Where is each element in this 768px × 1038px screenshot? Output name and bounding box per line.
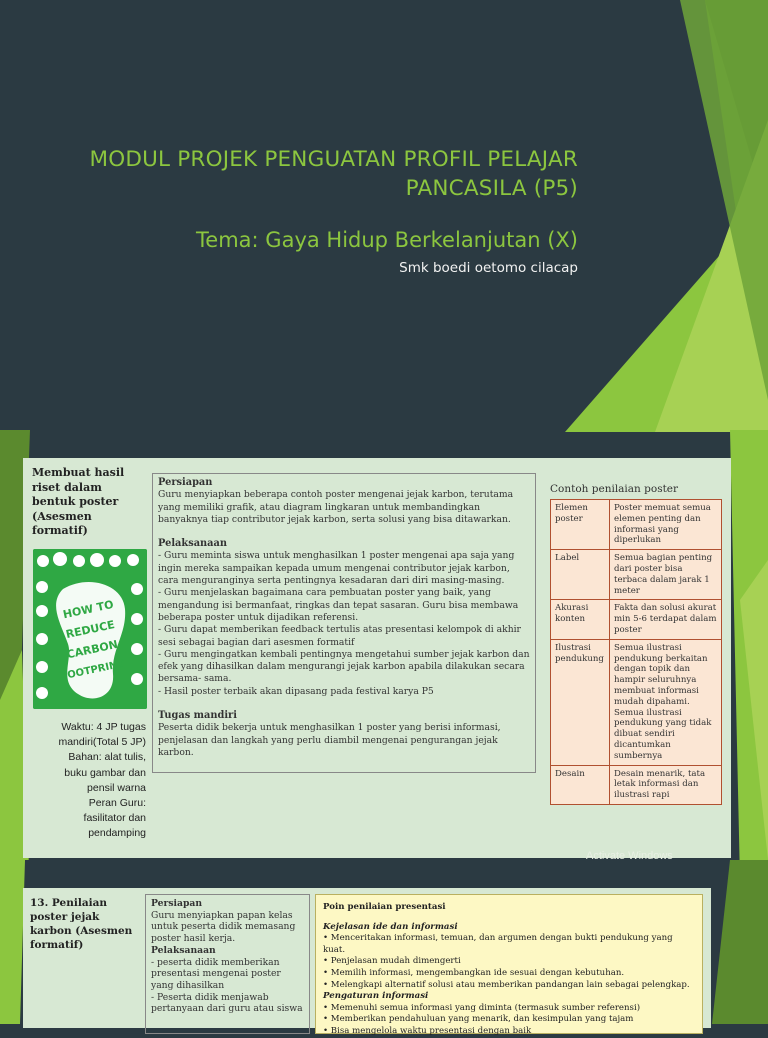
list-item: • Memenuhi semua informasi yang diminta (termasuk sumber referensi) <box>323 1002 641 1013</box>
poster-activity-card <box>23 458 731 862</box>
poster-assessment-card <box>23 888 711 1036</box>
pelaksanaan-heading: Pelaksanaan <box>158 538 227 550</box>
presentation-criteria <box>315 894 703 1034</box>
title-block <box>60 145 578 276</box>
persiapan-text: Guru menyiapkan beberapa contoh poster mengenai jejak karbon, terutama yang memiliki grafik, atau diagram lingkaran untuk membandingkan banyaknya tiap contributor jejak karbon, serta solusi yang bisa ditawarkan. <box>158 489 514 525</box>
activity-steps <box>152 473 536 773</box>
tugas-text: Peserta didik bekerja untuk menghasilkan 1 poster yang berisi informasi, penjelasan dan langkah yang perlu diambil mengenai pengurangan jejak karbon. <box>158 722 501 758</box>
assessment-title: Contoh penilaian poster <box>550 483 679 495</box>
criteria-subheading: Pengaturan informasi <box>323 991 429 1002</box>
criteria-heading: Poin penilaian presentasi <box>323 902 446 912</box>
slide-title: MODUL PROJEK PENGUATAN PROFIL PELAJAR PANCASILA (P5) <box>89 147 578 201</box>
table-row: Desain Desain menarik, tata letak informasi dan ilustrasi rapi <box>551 765 722 804</box>
pelaksanaan-item: - Guru dapat memberikan feedback tertulis atas presentasi kelompok di akhir sesi sebagai bagian dari asesmen formatif <box>158 624 521 648</box>
pelaksanaan-item: - Guru mengingatkan kembali pentingnya mengetahui sumber jejak karbon dan efek yang dihasilkan dalam mengurangi jejak karbon apabila dilakukan secara bersama- sama. <box>158 648 530 685</box>
svg-text:REDUCE: REDUCE <box>64 618 116 642</box>
pelaksanaan-item: - peserta didik memberikan presentasi mengenai poster yang dihasilkan <box>151 956 281 991</box>
list-item: • Melengkapi alternatif solusi atau memberikan pandangan lain sebagai pelengkap. <box>323 979 690 990</box>
table-row: Ilustrasi pendukung Semua ilustrasi pendukung berkaitan dengan topik dan hampir seluruhnya membuat informasi mudah dipahami. Semua ilustrasi pendukung yang tidak dibuat sendiri dicantumkan sumbernya <box>551 639 722 765</box>
pelaksanaan-item: - Guru menjelaskan bagaimana cara pembuatan poster yang baik, yang mengandung isi bermanfaat, ringkas dan tepat sasaran. Guru bisa membawa beberapa poster untuk dijadikan referensi. <box>158 587 519 623</box>
list-item: • Menceritakan informasi, temuan, dan argumen dengan bukti pendukung yang kuat. <box>323 933 673 955</box>
svg-text:FOOTPRINT: FOOTPRINT <box>59 658 126 683</box>
assessment-steps <box>145 894 310 1034</box>
tugas-heading: Tugas mandiri <box>158 710 237 722</box>
windows-watermark: Activate Windows <box>586 850 673 862</box>
list-item: • Memberikan pendahuluan yang menarik, dan kesimpulan yang tajam <box>323 1014 634 1025</box>
pelaksanaan-heading: Pelaksanaan <box>151 944 216 956</box>
table-row: Akurasi konten Fakta dan solusi akurat min 5-6 terdapat dalam poster <box>551 600 722 639</box>
assessment-table <box>550 499 722 805</box>
list-item: • Bisa mengelola waktu presentasi dengan baik <box>323 1025 532 1036</box>
list-item: • Penjelasan mudah dimengerti <box>323 956 461 967</box>
table-row: Label Semua bagian penting dari poster bisa terbaca dalam jarak 1 meter <box>551 550 722 600</box>
assessment-heading: 13. Penilaian poster jejak karbon (Asesmen formatif) <box>30 897 133 951</box>
activity-heading: Membuat hasil riset dalam bentuk poster (Asesmen formatif) <box>32 466 125 537</box>
slide-subtitle: Tema: Gaya Hidup Berkelanjutan (X) <box>196 228 578 252</box>
school-name: Smk boedi oetomo cilacap <box>399 260 578 276</box>
persiapan-heading: Persiapan <box>158 477 213 488</box>
persiapan-text: Guru menyiapkan papan kelas untuk peserta didik memasang poster hasil kerja. <box>151 909 296 945</box>
carbon-poster-image <box>33 549 147 709</box>
svg-text:HOW TO: HOW TO <box>61 597 115 622</box>
pelaksanaan-item: - Guru meminta siswa untuk menghasilkan 1 poster mengenai apa saja yang ingin mereka sampaikan kepada umum mengenai contributor jejak karbon, cara menguranginya serta pentingnya kesadaran dari diri masing-masing. <box>158 550 515 587</box>
pelaksanaan-item: - Hasil poster terbaik akan dipasang pada festival karya P5 <box>158 685 434 697</box>
persiapan-heading: Persiapan <box>151 898 203 909</box>
pelaksanaan-item: - Peserta didik menjawab pertanyaan dari guru atau siswa <box>151 991 303 1015</box>
activity-info: Waktu: 4 JP tugas mandiri(Total 5 JP) Bahan: alat tulis, buku gambar dan pensil warna Peran Guru: fasilitator dan pendamping <box>58 721 146 840</box>
list-item: • Memilih informasi, mengembangkan ide sesuai dengan kebutuhan. <box>323 967 625 978</box>
table-row: Elemen poster Poster memuat semua elemen penting dan informasi yang diperlukan <box>551 500 722 550</box>
criteria-subheading: Kejelasan ide dan informasi <box>323 921 458 932</box>
svg-text:CARBON: CARBON <box>65 637 120 662</box>
